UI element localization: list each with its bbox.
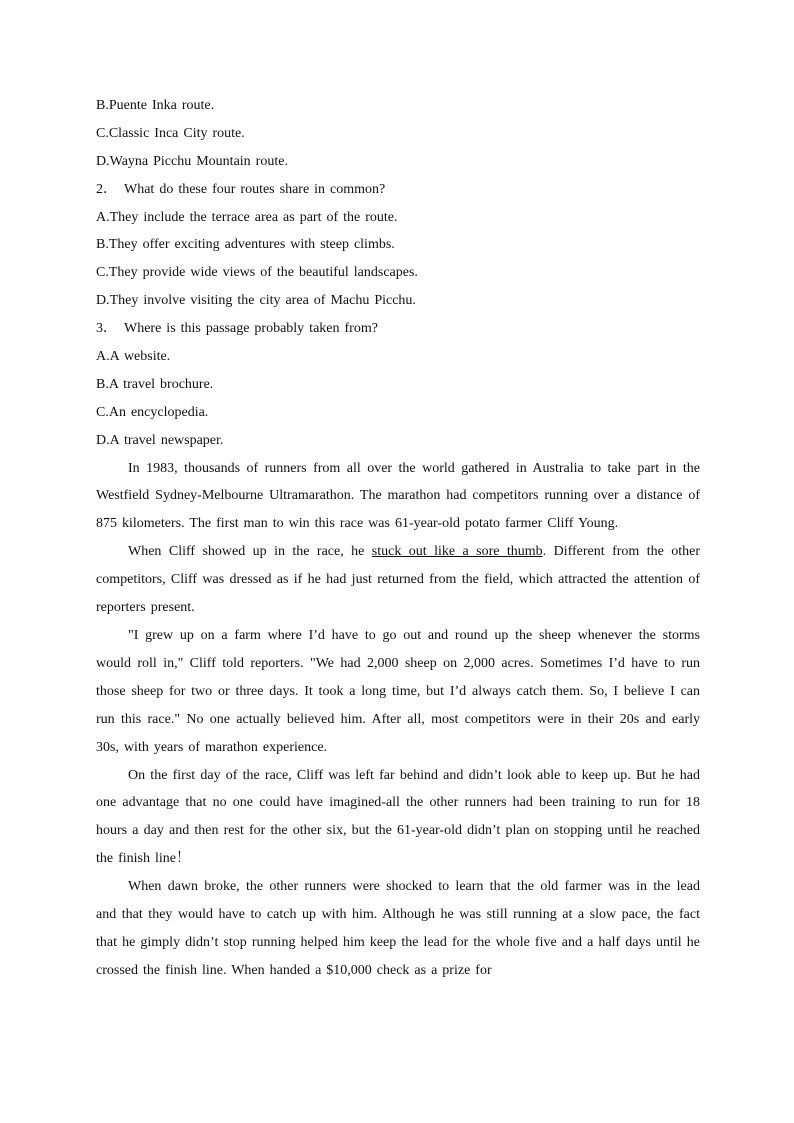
q3-option-c: C.An encyclopedia. xyxy=(96,404,209,420)
q3-option-d: D.A travel newspaper. xyxy=(96,432,224,448)
q3-option-b: B.A travel brochure. xyxy=(96,376,214,392)
q2-stem-text: What do these four routes share in common? xyxy=(124,181,386,197)
underlined-phrase: stuck out like a sore thumb xyxy=(371,544,543,560)
q3-option-a: A.A website. xyxy=(96,349,171,365)
q2-option-b: B.They offer exciting adventures with steep climbs. xyxy=(96,237,395,253)
passage-paragraph-5: When dawn broke, the other runners were shocked to learn that the old farmer was in the lead and that they would have to catch up with him. Although he was still running at a slow pace, the fact that he gimply didn’t stop running helped him keep the lead for the whole five and a half days until he crossed the finish line. When handed a $10,000 check as a prize for xyxy=(96,879,700,978)
passage-paragraph-2 xyxy=(96,538,700,622)
p2-text-after: . Different from the other competitors, Cliff was dressed as if he had just returned from the field, which attracted the attention of reporters present. xyxy=(96,544,700,616)
q1-option-d: D.Wayna Picchu Mountain route. xyxy=(96,153,288,169)
passage-paragraph-3: "I grew up on a farm where I’d have to go out and round up the sheep whenever the storms would roll in," Cliff told reporters. "We had 2,000 sheep on 2,000 acres. Sometimes I’d have to run those sheep for two or three days. It took a long time, but I’d always catch them. So, I believe I can run this race." No one actually believed him. After all, most competitors were in their 20s and early 30s, with years of marathon experience. xyxy=(96,628,700,755)
q3-stem xyxy=(96,315,700,343)
q3-stem-text: Where is this passage probably taken from? xyxy=(124,321,378,337)
q2-option-c: C.They provide wide views of the beautiful landscapes. xyxy=(96,265,418,281)
q1-option-b: B.Puente Inka route. xyxy=(96,98,215,113)
q2-stem xyxy=(96,176,700,204)
passage-paragraph-4: On the first day of the race, Cliff was left far behind and didn’t look able to keep up. But he had one advantage that no one could have imagined-all the other runners had been training to run for 18 hours a day and then rest for the other six, but the 61-year-old didn’t plan on stopping until he reached the finish line！ xyxy=(96,767,700,867)
q2-option-a: A.They include the terrace area as part of the route. xyxy=(96,209,398,225)
document-page xyxy=(96,92,700,985)
p2-text-before: When Cliff showed up in the race, he xyxy=(128,544,372,560)
q2-option-d: D.They involve visiting the city area of Machu Picchu. xyxy=(96,293,416,309)
q1-option-c: C.Classic Inca City route. xyxy=(96,125,245,141)
q2-number: 2． xyxy=(96,181,117,197)
q3-number: 3． xyxy=(96,321,117,337)
passage-paragraph-1: In 1983, thousands of runners from all over the world gathered in Australia to take part in the Westfield Sydney-Melbourne Ultramarathon. The marathon had competitors running over a distance of 875 kilometers. The first man to win this race was 61-year-old potato farmer Cliff Young. xyxy=(96,460,700,532)
